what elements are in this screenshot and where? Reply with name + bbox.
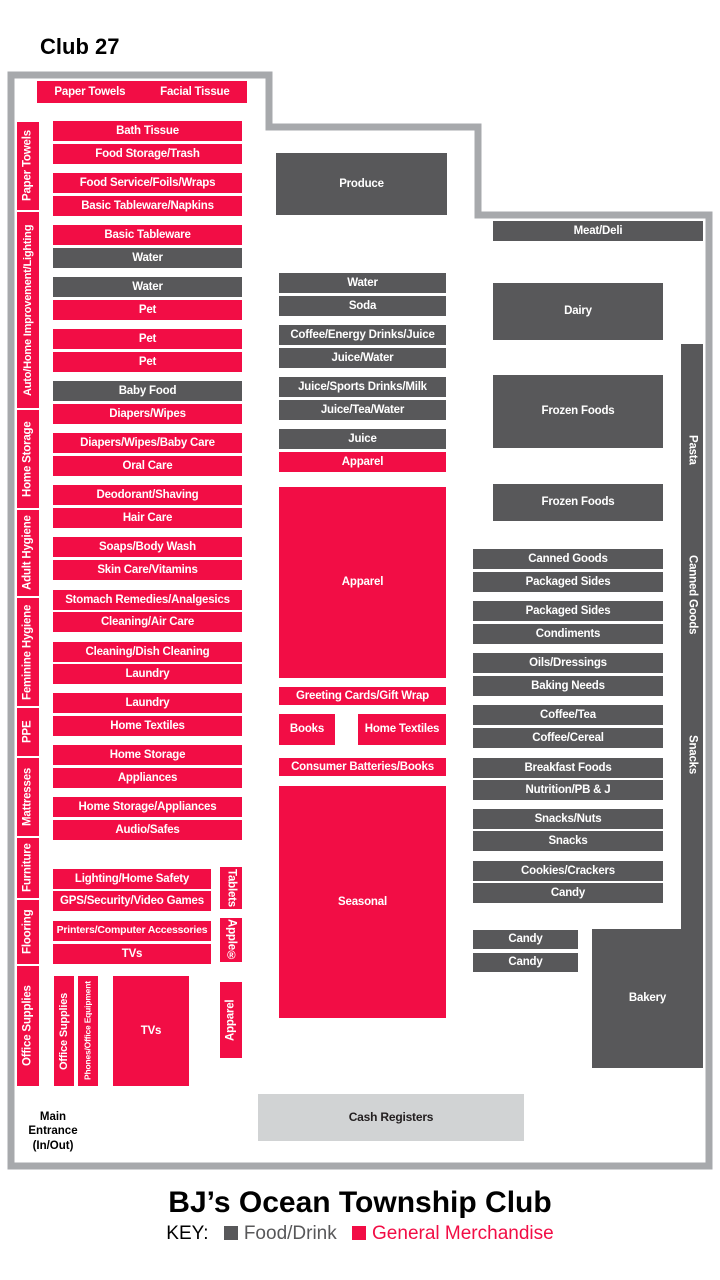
section-laundry-1: Laundry [53, 664, 242, 684]
section-apparel: Apparel [279, 487, 446, 678]
section-pet-1: Pet [53, 300, 242, 320]
legend-key-label: KEY: [166, 1223, 209, 1244]
section-home-textiles-center: Home Textiles [358, 714, 446, 745]
wall-mattresses: Mattresses [17, 758, 39, 836]
club-label: Club 27 [40, 34, 120, 59]
legend-merch-swatch [352, 1226, 366, 1240]
store-title: BJ’s Ocean Township Club [168, 1186, 552, 1219]
section-packaged-sides-1: Packaged Sides [473, 572, 663, 592]
section-bath-tissue: Bath Tissue [53, 121, 242, 141]
legend-food-swatch [224, 1226, 238, 1240]
section-coffee-tea: Coffee/Tea [473, 705, 663, 725]
section-baking-needs: Baking Needs [473, 676, 663, 696]
facial-tissue: Facial Tissue [160, 85, 230, 98]
section-juice: Juice [279, 429, 446, 449]
section-tableware-napkins: Basic Tableware/Napkins [53, 196, 242, 216]
top-left-merch [37, 81, 247, 103]
section-home-storage-appliances: Home Storage/Appliances [53, 797, 242, 817]
section-water-1: Water [53, 248, 242, 268]
wall-furniture: Furniture [17, 838, 39, 898]
wall-home-storage: Home Storage [17, 410, 39, 508]
section-meat-deli: Meat/Deli [493, 221, 703, 241]
section-gps-security-games: GPS/Security/Video Games [53, 891, 211, 911]
section-deodorant-shaving: Deodorant/Shaving [53, 485, 242, 505]
section-diapers-baby-care: Diapers/Wipes/Baby Care [53, 433, 242, 453]
section-home-storage: Home Storage [53, 745, 242, 765]
wall-auto-home-improvement: Auto/Home Improvement/Lighting [17, 212, 39, 408]
section-soda: Soda [279, 296, 446, 316]
wall-flooring: Flooring [17, 900, 39, 964]
section-food-storage-trash: Food Storage/Trash [53, 144, 242, 164]
section-apparel-strip: Apparel [279, 452, 446, 472]
section-tvs-aisle: TVs [53, 944, 211, 964]
section-water-2: Water [53, 277, 242, 297]
wall-pasta: Pasta [686, 435, 699, 465]
section-coffee-energy-juice: Coffee/Energy Drinks/Juice [279, 325, 446, 345]
section-juice-water: Juice/Water [279, 348, 446, 368]
section-greeting-cards: Greeting Cards/Gift Wrap [279, 687, 446, 705]
legend [0, 1223, 720, 1245]
wall-paper-towels: Paper Towels [17, 122, 39, 210]
wall-ppe: PPE [17, 708, 39, 756]
section-nutrition-pbj: Nutrition/PB & J [473, 780, 663, 800]
wall-canned-goods: Canned Goods [686, 555, 699, 635]
section-bakery: Bakery [592, 929, 703, 1068]
section-diapers-wipes: Diapers/Wipes [53, 404, 242, 424]
wall-feminine-hygiene: Feminine Hygiene [17, 598, 39, 706]
section-snacks: Snacks [473, 831, 663, 851]
section-hair-care: Hair Care [53, 508, 242, 528]
section-stomach-remedies: Stomach Remedies/Analgesics [53, 590, 242, 610]
section-basic-tableware: Basic Tableware [53, 225, 242, 245]
section-oral-care: Oral Care [53, 456, 242, 476]
section-soaps-body-wash: Soaps/Body Wash [53, 537, 242, 557]
section-coffee-cereal: Coffee/Cereal [473, 728, 663, 748]
section-candy-3: Candy [473, 953, 578, 972]
wall-snacks: Snacks [686, 735, 699, 775]
section-frozen-foods-1: Frozen Foods [493, 375, 663, 448]
section-candy-2: Candy [473, 930, 578, 949]
section-home-textiles: Home Textiles [53, 716, 242, 736]
section-condiments: Condiments [473, 624, 663, 644]
section-canned-goods: Canned Goods [473, 549, 663, 569]
paper-towels-top: Paper Towels [54, 85, 126, 98]
section-cookies-crackers: Cookies/Crackers [473, 861, 663, 881]
section-packaged-sides-2: Packaged Sides [473, 601, 663, 621]
legend-merch-label: General Merchandise [372, 1223, 554, 1244]
section-produce: Produce [276, 153, 447, 215]
section-tablets: Tablets [220, 867, 242, 909]
section-dairy: Dairy [493, 283, 663, 340]
section-cleaning-dish: Cleaning/Dish Cleaning [53, 642, 242, 662]
section-candy-1: Candy [473, 883, 663, 903]
cash-registers: Cash Registers [258, 1094, 524, 1141]
legend-food-label: Food/Drink [243, 1223, 337, 1244]
section-food-service: Food Service/Foils/Wraps [53, 173, 242, 193]
section-lighting-home-safety: Lighting/Home Safety [53, 869, 211, 889]
section-laundry-2: Laundry [53, 693, 242, 713]
section-tvs-block: TVs [113, 976, 189, 1086]
section-apparel-small: Apparel [220, 982, 242, 1058]
section-breakfast-foods: Breakfast Foods [473, 758, 663, 778]
section-juice-tea-water: Juice/Tea/Water [279, 400, 446, 420]
section-cleaning-air-care: Cleaning/Air Care [53, 612, 242, 632]
section-printers-accessories: Printers/Computer Accessories [53, 921, 211, 941]
wall-adult-hygiene: Adult Hygiene [17, 510, 39, 596]
section-skin-care-vitamins: Skin Care/Vitamins [53, 560, 242, 580]
section-frozen-foods-2: Frozen Foods [493, 484, 663, 521]
section-snacks-nuts: Snacks/Nuts [473, 809, 663, 829]
section-office-supplies: Office Supplies [54, 976, 74, 1086]
section-apple: Apple® [220, 918, 242, 962]
wall-office-supplies: Office Supplies [17, 966, 39, 1086]
section-books: Books [279, 714, 335, 745]
section-pet-3: Pet [53, 352, 242, 372]
main-entrance: Main Entrance (In/Out) [28, 1111, 78, 1152]
section-batteries-books: Consumer Batteries/Books [279, 758, 446, 776]
section-juice-sports-milk: Juice/Sports Drinks/Milk [279, 377, 446, 397]
section-seasonal: Seasonal [279, 786, 446, 1018]
section-water-center: Water [279, 273, 446, 293]
section-pet-2: Pet [53, 329, 242, 349]
section-appliances: Appliances [53, 768, 242, 788]
section-audio-safes: Audio/Safes [53, 820, 242, 840]
section-oils-dressings: Oils/Dressings [473, 653, 663, 673]
section-phones-office-equipment: Phones/Office Equipment [78, 976, 98, 1086]
section-baby-food: Baby Food [53, 381, 242, 401]
